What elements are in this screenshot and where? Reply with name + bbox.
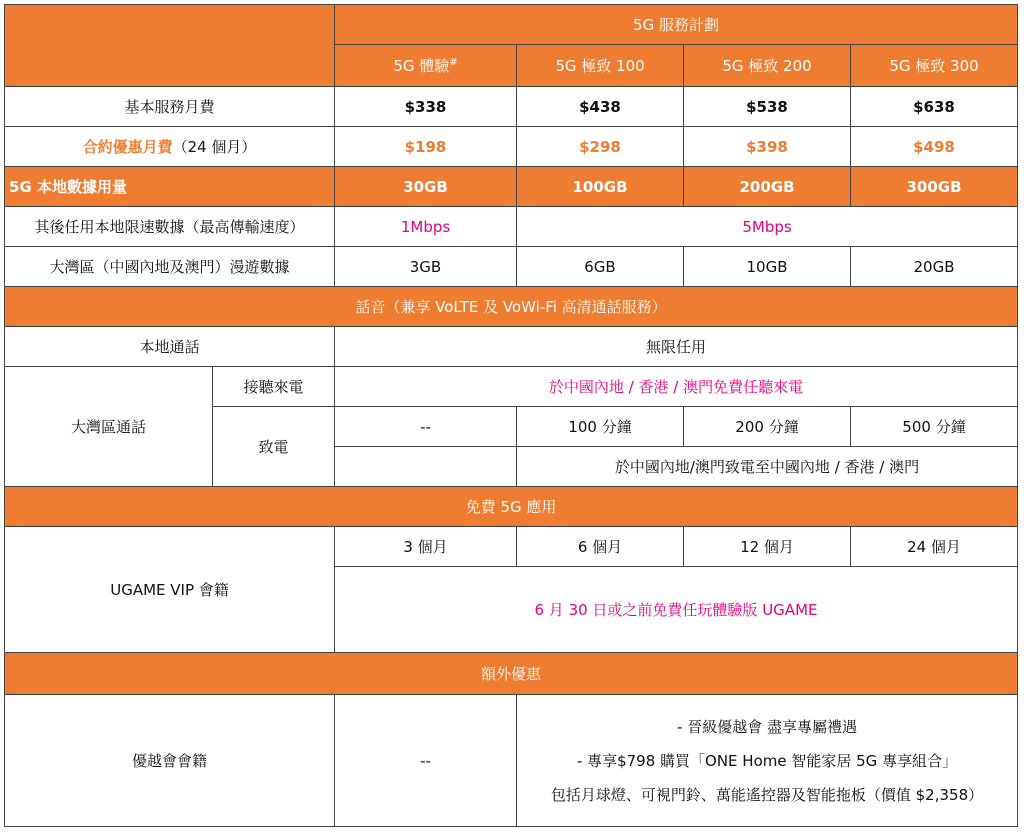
local-data-3: 200GB bbox=[684, 167, 851, 207]
club-basic-value: -- bbox=[335, 695, 517, 827]
ugame-duration-3: 12 個月 bbox=[684, 527, 851, 567]
local-data-4: 300GB bbox=[851, 167, 1018, 207]
gba-call-label: 大灣區通話 bbox=[5, 367, 213, 487]
local-call-label: 本地通話 bbox=[5, 327, 335, 367]
ugame-duration-1: 3 個月 bbox=[335, 527, 517, 567]
apps-section-title: 免費 5G 應用 bbox=[5, 487, 1018, 527]
contract-fee-4: $498 bbox=[851, 127, 1018, 167]
plan-name-3: 5G 極致 200 bbox=[684, 45, 851, 87]
gba-roaming-3: 10GB bbox=[684, 247, 851, 287]
outgoing-call-4: 500 分鐘 bbox=[851, 407, 1018, 447]
throttled-label: 其後任用本地限速數據（最高傳輸速度） bbox=[5, 207, 335, 247]
incoming-call-label: 接聽來電 bbox=[213, 367, 335, 407]
outgoing-call-1: -- bbox=[335, 407, 517, 447]
ugame-duration-2: 6 個月 bbox=[517, 527, 684, 567]
ugame-duration-4: 24 個月 bbox=[851, 527, 1018, 567]
club-label: 優越會會籍 bbox=[5, 695, 335, 827]
contract-fee-3: $398 bbox=[684, 127, 851, 167]
gba-roaming-2: 6GB bbox=[517, 247, 684, 287]
local-call-value: 無限任用 bbox=[335, 327, 1018, 367]
local-data-label: 5G 本地數據用量 bbox=[5, 167, 335, 207]
plans-title: 5G 服務計劃 bbox=[335, 5, 1018, 45]
local-data-2: 100GB bbox=[517, 167, 684, 207]
voice-section-title: 話音（兼享 VoLTE 及 VoWi-Fi 高清通話服務） bbox=[5, 287, 1018, 327]
plan-comparison-table bbox=[4, 4, 1018, 827]
base-fee-3: $538 bbox=[684, 87, 851, 127]
gba-roaming-4: 20GB bbox=[851, 247, 1018, 287]
throttled-value-basic: 1Mbps bbox=[335, 207, 517, 247]
base-fee-2: $438 bbox=[517, 87, 684, 127]
ugame-note: 6 月 30 日或之前免費任玩體驗版 UGAME bbox=[335, 567, 1018, 653]
base-fee-1: $338 bbox=[335, 87, 517, 127]
outgoing-call-label: 致電 bbox=[213, 407, 335, 487]
plan-name-2: 5G 極致 100 bbox=[517, 45, 684, 87]
outgoing-call-note: 於中國內地/澳門致電至中國內地 / 香港 / 澳門 bbox=[517, 447, 1018, 487]
local-data-1: 30GB bbox=[335, 167, 517, 207]
club-benefit-line: 包括月球燈、可視門鈴、萬能遙控器及智能拖板（價值 $2,358） bbox=[550, 785, 984, 804]
gba-roaming-label: 大灣區（中國內地及澳門）漫遊數據 bbox=[5, 247, 335, 287]
contract-fee-label: 合約優惠月費（24 個月） bbox=[5, 127, 335, 167]
base-fee-label: 基本服務月費 bbox=[5, 87, 335, 127]
plan-name-1: 5G 體驗# bbox=[335, 45, 517, 87]
header-corner-cell bbox=[5, 5, 335, 87]
club-benefits bbox=[517, 695, 1018, 827]
extras-section-title: 額外優惠 bbox=[5, 653, 1018, 695]
ugame-label: UGAME VIP 會籍 bbox=[5, 527, 335, 653]
plan-name-4: 5G 極致 300 bbox=[851, 45, 1018, 87]
gba-roaming-1: 3GB bbox=[335, 247, 517, 287]
club-benefit-line: - 專享$798 購買「ONE Home 智能家居 5G 專享組合」 bbox=[576, 751, 958, 770]
contract-fee-2: $298 bbox=[517, 127, 684, 167]
throttled-value-premium: 5Mbps bbox=[517, 207, 1018, 247]
outgoing-call-2: 100 分鐘 bbox=[517, 407, 684, 447]
outgoing-call-3: 200 分鐘 bbox=[684, 407, 851, 447]
base-fee-4: $638 bbox=[851, 87, 1018, 127]
contract-fee-1: $198 bbox=[335, 127, 517, 167]
incoming-call-value: 於中國內地 / 香港 / 澳門免費任聽來電 bbox=[335, 367, 1018, 407]
club-benefit-line: - 晉級優越會 盡享專屬禮遇 bbox=[677, 717, 857, 736]
